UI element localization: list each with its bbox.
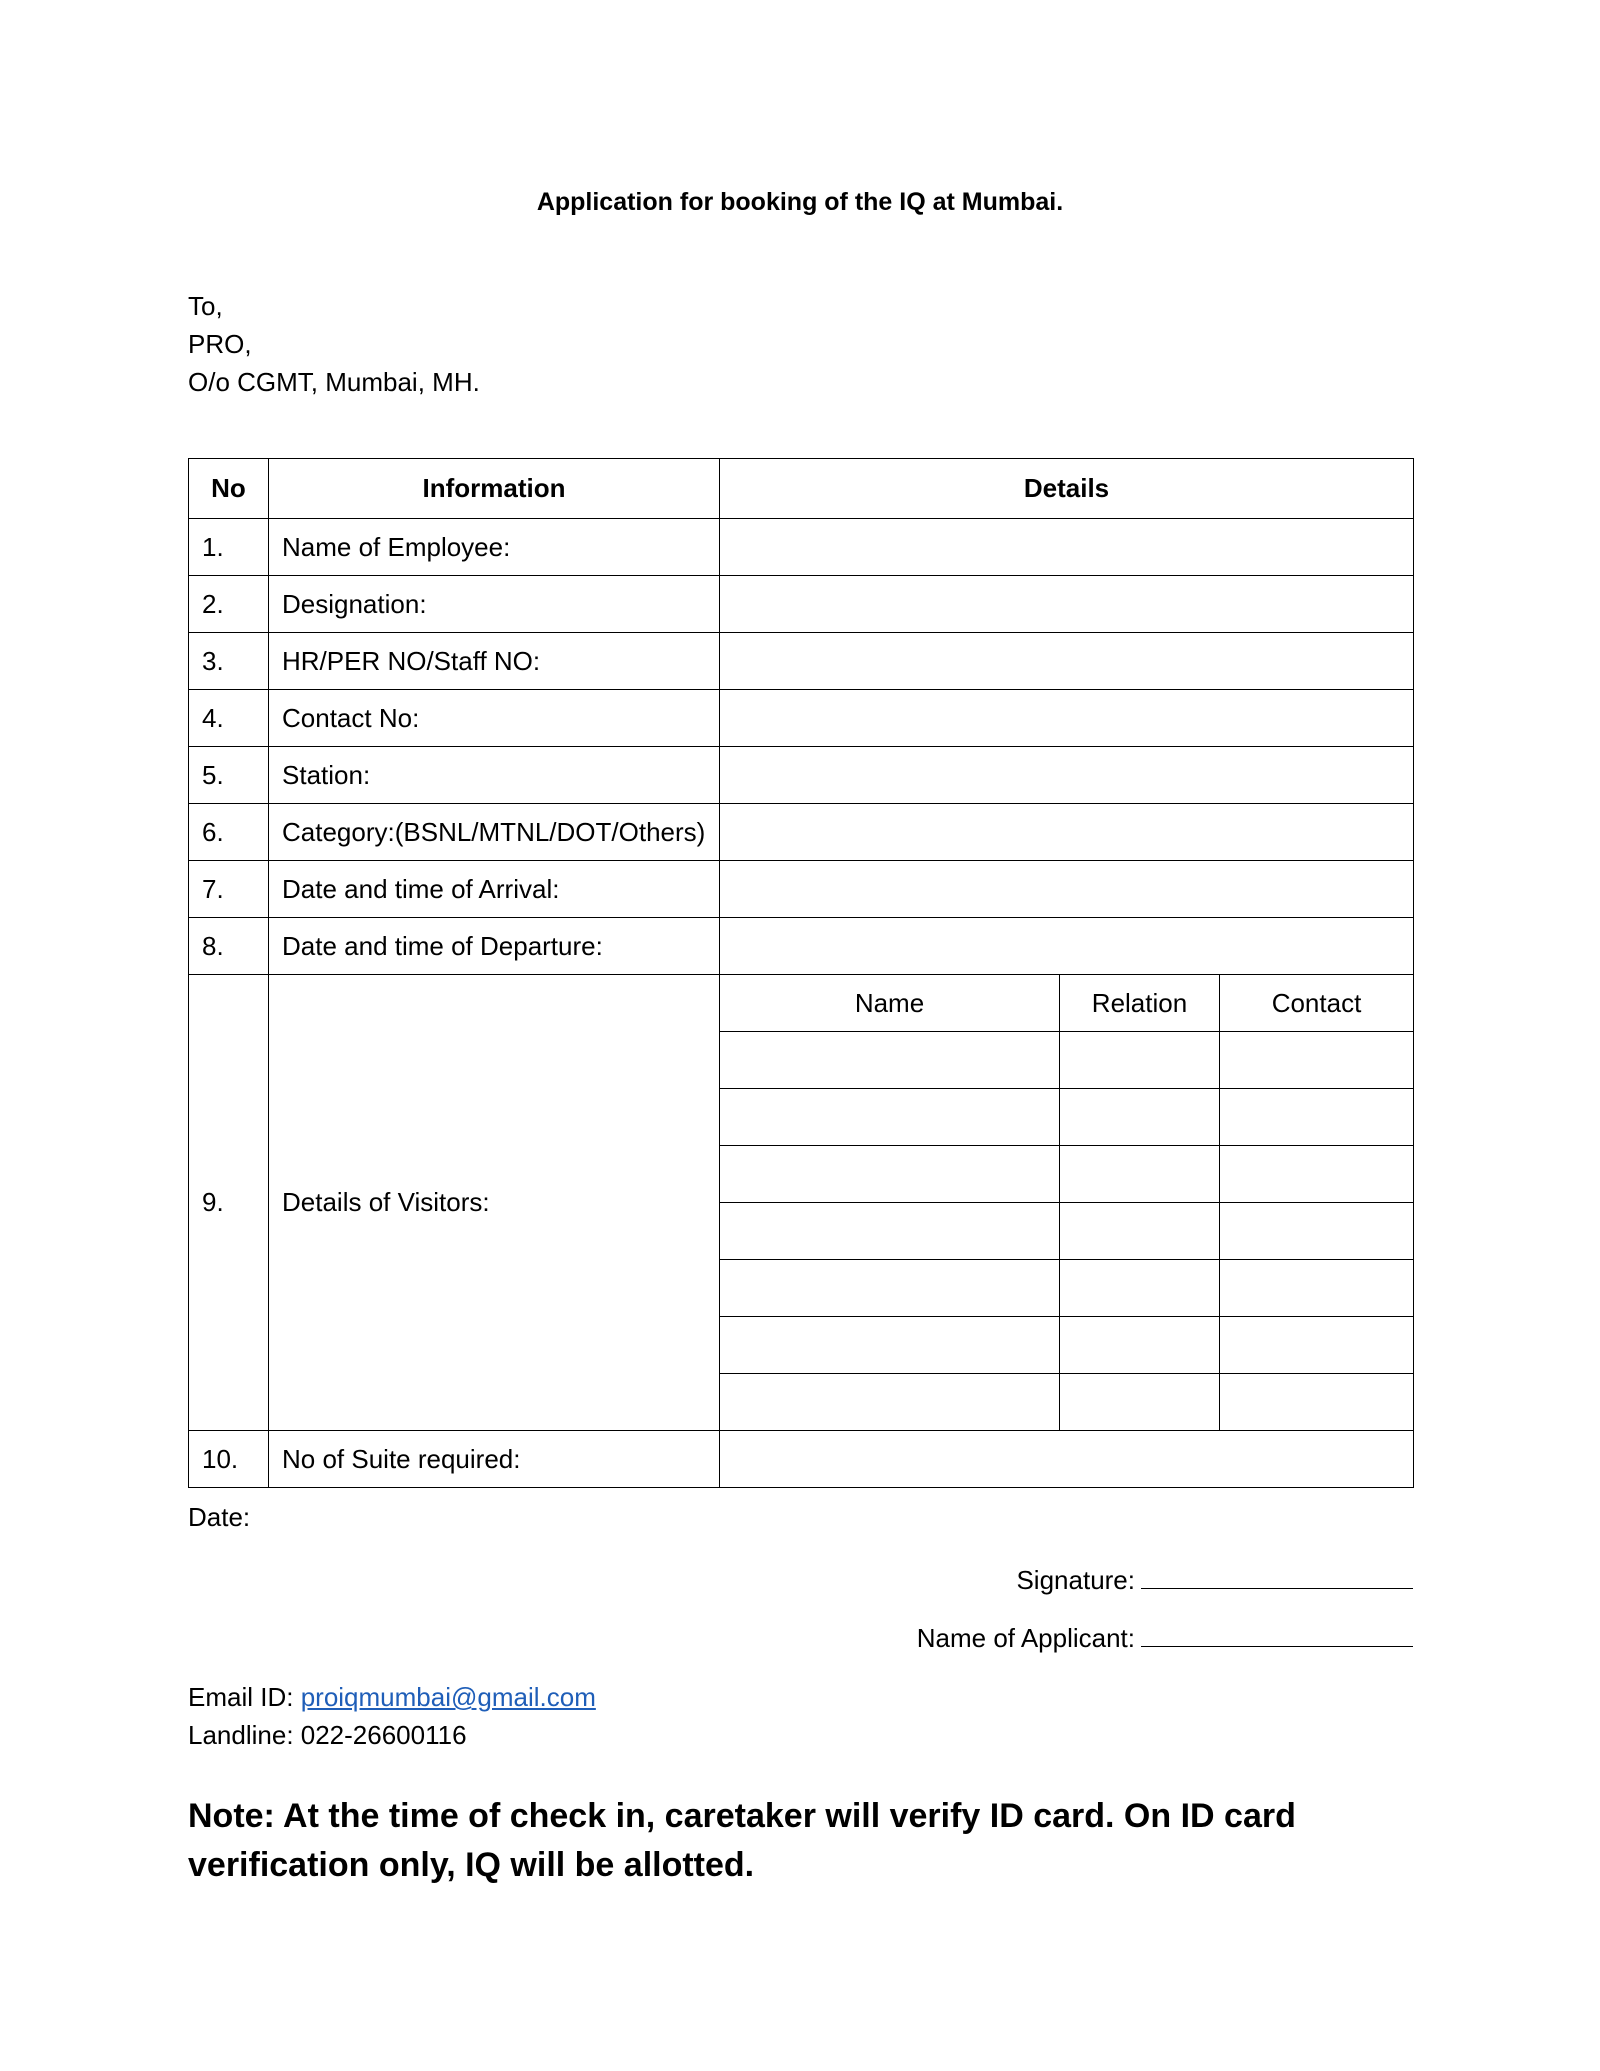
table-header-row (189, 459, 1414, 519)
address-block (188, 287, 480, 401)
row-no: 3. (189, 633, 269, 690)
row-details-field[interactable] (720, 918, 1414, 975)
row-no: 6. (189, 804, 269, 861)
row-details-field[interactable] (720, 576, 1414, 633)
date-label: Date: (188, 1502, 251, 1532)
table-row (189, 576, 1414, 633)
email-line (188, 1678, 596, 1716)
table-row (189, 747, 1414, 804)
row-info: Designation: (269, 576, 720, 633)
visitor-col-relation: Relation (1060, 975, 1220, 1032)
row-details-field[interactable] (720, 519, 1414, 576)
applicant-blank[interactable] (1141, 1620, 1413, 1647)
table-row (189, 690, 1414, 747)
visitor-contact-field[interactable] (1220, 1203, 1414, 1260)
visitor-contact-field[interactable] (1220, 1032, 1414, 1089)
row-no: 4. (189, 690, 269, 747)
row-details-field[interactable] (720, 747, 1414, 804)
visitor-col-contact: Contact (1220, 975, 1414, 1032)
row-no: 5. (189, 747, 269, 804)
row-details-field[interactable] (720, 633, 1414, 690)
address-line-office: O/o CGMT, Mumbai, MH. (188, 367, 480, 397)
table-row (189, 633, 1414, 690)
visitor-contact-field[interactable] (1220, 1146, 1414, 1203)
visitor-name-field[interactable] (720, 1317, 1060, 1374)
header-no: No (189, 459, 269, 519)
applicant-label: Name of Applicant: (916, 1623, 1135, 1653)
visitor-relation-field[interactable] (1060, 1089, 1220, 1146)
visitor-name-field[interactable] (720, 1146, 1060, 1203)
visitor-contact-field[interactable] (1220, 1089, 1414, 1146)
visitor-relation-field[interactable] (1060, 1260, 1220, 1317)
visitor-name-field[interactable] (720, 1260, 1060, 1317)
landline-line: Landline: 022-26600116 (188, 1720, 467, 1750)
address-line-to: To, (188, 291, 223, 321)
row-info: Date and time of Arrival: (269, 861, 720, 918)
visitor-relation-field[interactable] (1060, 1374, 1220, 1431)
table-row-suite (189, 1431, 1414, 1488)
contact-block (188, 1678, 596, 1754)
row-info-visitors: Details of Visitors: (269, 975, 720, 1431)
signature-line (1016, 1562, 1413, 1596)
table-row (189, 861, 1414, 918)
row-info: Category:(BSNL/MTNL/DOT/Others) (269, 804, 720, 861)
booking-form-table (188, 458, 1414, 1488)
signature-blank[interactable] (1141, 1562, 1413, 1589)
table-row (189, 804, 1414, 861)
suite-details-field[interactable] (720, 1431, 1414, 1488)
row-details-field[interactable] (720, 690, 1414, 747)
visitor-name-field[interactable] (720, 1089, 1060, 1146)
signature-label: Signature: (1016, 1565, 1135, 1595)
row-info: Name of Employee: (269, 519, 720, 576)
visitor-contact-field[interactable] (1220, 1260, 1414, 1317)
page-title: Application for booking of the IQ at Mumbai. (536, 188, 1064, 216)
row-no: 1. (189, 519, 269, 576)
row-no: 9. (189, 975, 269, 1431)
visitor-relation-field[interactable] (1060, 1032, 1220, 1089)
note-text: Note: At the time of check in, caretaker will verify ID card. On ID card verification only, IQ will be allotted. (188, 1797, 1296, 1884)
visitor-name-field[interactable] (720, 1374, 1060, 1431)
row-info: Contact No: (269, 690, 720, 747)
visitor-name-field[interactable] (720, 1203, 1060, 1260)
visitor-relation-field[interactable] (1060, 1203, 1220, 1260)
visitor-col-name: Name (720, 975, 1060, 1032)
visitor-contact-field[interactable] (1220, 1374, 1414, 1431)
row-info-suite: No of Suite required: (269, 1431, 720, 1488)
applicant-line (917, 1620, 1413, 1654)
row-info: Station: (269, 747, 720, 804)
table-row-visitors-header (189, 975, 1414, 1032)
row-no: 8. (189, 918, 269, 975)
address-line-pro: PRO, (188, 329, 252, 359)
header-details: Details (720, 459, 1414, 519)
visitor-contact-field[interactable] (1220, 1317, 1414, 1374)
visitor-name-field[interactable] (720, 1032, 1060, 1089)
row-no: 2. (189, 576, 269, 633)
row-info: Date and time of Departure: (269, 918, 720, 975)
row-info: HR/PER NO/Staff NO: (269, 633, 720, 690)
email-label: Email ID: (188, 1682, 294, 1712)
visitor-relation-field[interactable] (1060, 1146, 1220, 1203)
row-details-field[interactable] (720, 804, 1414, 861)
table-row (189, 519, 1414, 576)
table-row (189, 918, 1414, 975)
row-no: 10. (189, 1431, 269, 1488)
email-link[interactable]: proiqmumbai@gmail.com (300, 1682, 596, 1712)
visitor-relation-field[interactable] (1060, 1317, 1220, 1374)
row-details-field[interactable] (720, 861, 1414, 918)
header-information: Information (269, 459, 720, 519)
row-no: 7. (189, 861, 269, 918)
